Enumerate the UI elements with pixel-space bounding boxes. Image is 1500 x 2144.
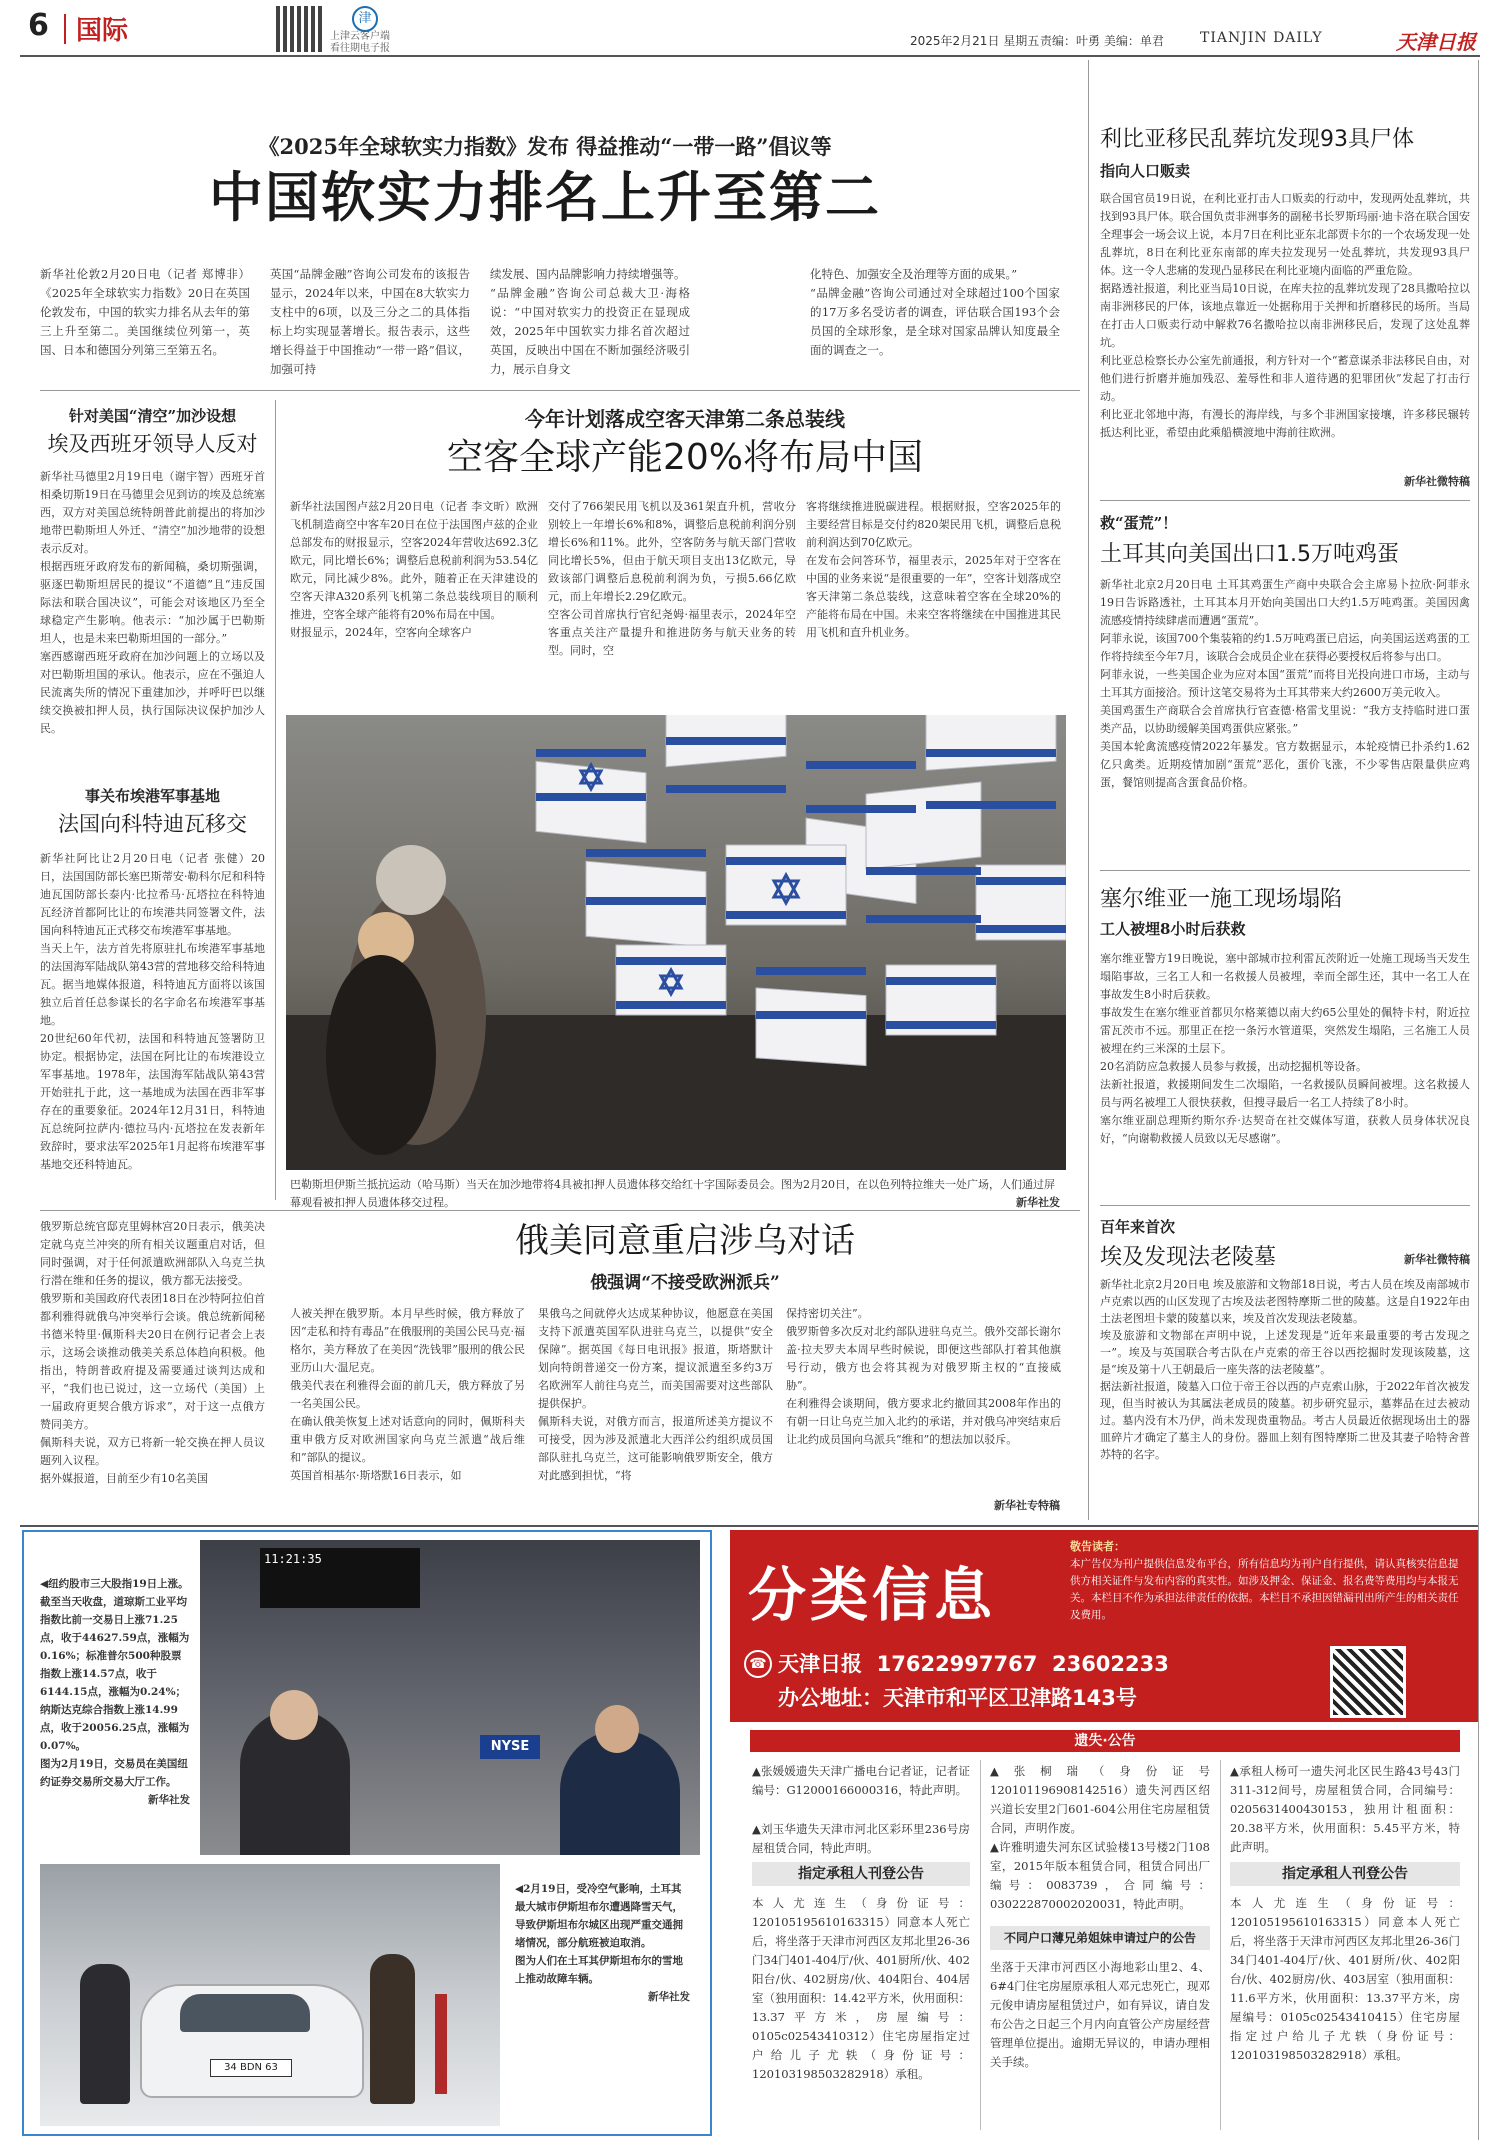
section-rule xyxy=(1100,1205,1470,1206)
classified-rule xyxy=(980,1760,981,2130)
classified-col1-c: 本人尤连生（身份证号：120105195610163315）同意本人死亡后，将坐落于天津市河西区友邦北里26-36门34门401-404厅/伙、401厨所/伙、402阳台/伙、402厨房/伙、404阳台、404居室（独用面积：14.42平方米，伙用面积：13.37平方米，房屋编号：0105c02543410312）住宅房屋指定过户给儿子尤轶（身份证号：120103198503282918）承租。 xyxy=(752,1896,970,2081)
snow-caption xyxy=(515,1880,690,2006)
trader-head xyxy=(595,1705,639,1753)
section-rule xyxy=(40,390,1080,391)
russia-col2: 人被关押在俄罗斯。本月早些时候，俄方释放了因“走私和持有毒品”在俄服刑的美国公民马克·福格尔，美方释放了在美因“洗钱罪”服刑的俄公民亚历山大·温尼克。 俄美代表在利雅得会面的前几天，俄方释放了另一名美国公民。 在确认俄美恢复上述对话意向的同时，佩斯科夫重申俄方反对欧洲国家向乌克兰派遣“战后维和”部队的提议。 英国首相基尔·斯塔默16日表示，如 xyxy=(290,1307,525,1482)
russia-title: 俄美同意重启涉乌对话 xyxy=(515,1221,855,1261)
plate-text: 34 BDN 63 xyxy=(224,2062,278,2073)
airbus-title: 空客全球产能20%将布局中国 xyxy=(446,437,924,478)
editors: 责编：叶勇 美编：单君 xyxy=(1040,34,1164,48)
russia-col4: 保持密切关注”。 俄罗斯曾多次反对北约部队进驻乌克兰。俄外交部长谢尔盖·拉夫罗夫本周早些时候说，即便这些部队打着其他旗号行动，俄方也会将其视为对俄罗斯主权的“直接威胁”。 在利雅得会谈期间，俄方要求北约撤回其2008年作出的有朝一日让乌克兰加入北约的承诺，并对俄乌冲突结束后让北约成员国向乌派兵“维和”的想法加以驳斥。 xyxy=(786,1307,1061,1446)
trader-head xyxy=(270,1690,318,1740)
section-rule xyxy=(1100,500,1470,501)
contact-bar xyxy=(730,1636,1478,1722)
issue-date: 2025年2月21日 星期五 xyxy=(910,34,1040,48)
libya-credit: 新华社微特稿 xyxy=(1404,475,1470,488)
page-number: 6 xyxy=(28,8,49,43)
column-rule xyxy=(1088,60,1089,1520)
column-rule xyxy=(1478,60,1479,2140)
classified-col3-label: 指定承租人刊登公告 xyxy=(1230,1862,1460,1886)
story1-body: 新华社马德里2月19日电（谢宇智）西班牙首相桑切斯19日在马德里会见到访的埃及总统塞西，双方对美国总统特朗普此前提出的将加沙地带巴勒斯坦人外迁、“清空”加沙地带的设想表示反对。 根据西班牙政府发布的新闻稿，桑切斯强调，驱逐巴勒斯坦居民的提议“不道德”且“违反国际法和联合国决议”，可能会对该地区乃至全球稳定产生影响。他表示：“加沙属于巴勒斯坦人，也是未来巴勒斯坦国的一部分。” 塞西感谢西班牙政府在加沙问题上的立场以及对巴勒斯坦国的承认。他表示，应在不强迫人民流离失所的情况下重建加沙，并呼吁巴以继续交换被扣押人员，执行国际决议保护加沙人民。 xyxy=(40,470,265,735)
classified-col2-c: 坐落于天津市河西区小海地彩山里2、4、6#4门住宅房屋原承租人邓元忠死亡，现邓元俊申请房屋租赁过户，如有异议，请自发布公告之日起三个月内向直管公产房屋经营管理单位提出。逾期无异议的，申请办理相关手续。 xyxy=(990,1960,1210,2069)
classified-col2-a: ▲张桐瑞（身份证号120101196908142516）遗失河西区绍兴道长安里2门601-604公用住宅房屋租赁合同，声明作废。 xyxy=(990,1764,1210,1835)
lead-col4: 化特色、加强安全及治理等方面的成果。” “品牌金融”咨询公司通过对全球超过100个国家的17万多名受访者的调查，评估联合国193个会员国的全球形象，是全球对国家品牌认知度最全面的调查之一。 xyxy=(810,267,1060,357)
classified-title: 分类信息 xyxy=(748,1561,997,1629)
classified-col3-c: 本人尤连生（身份证号：120105195610163315）同意本人死亡后，将坐落于天津市河西区友邦北里26-36门34门401-404厅/伙、401厨所/伙、402阳台/伙、402厨房/伙、403居室（独用面积：11.6平方米，伙用面积：13.37平方米，房屋编号：0105c02543410415）住宅房屋指定过户给儿子尤轶（身份证号：120103198503282918）承租。 xyxy=(1230,1896,1460,2062)
news-photo-snow xyxy=(40,1864,500,2126)
photo1-caption-text: 巴勒斯坦伊斯兰抵抗运动（哈马斯）当天在加沙地带将4具被扣押人员遗体移交给红十字国际委员会。图为2月20日，在以色列特拉维夫一处广场，人们通过屏幕观看被扣押人员遗体移交过程。 xyxy=(290,1178,1055,1209)
address-line: 办公地址：天津市和平区卫津路143号 xyxy=(778,1686,1137,1710)
news-photo-nyse xyxy=(200,1540,700,1855)
libya-subtitle: 指向人口贩卖 xyxy=(1100,162,1191,180)
lead-col3: 续发展、国内品牌影响力持续增强等。 “品牌金融”咨询公司总裁大卫·海格说：“中国对软实力的投资正在显现成效，2025年中国软实力排名首次超过英国，反映出中国在不断加强经济吸引力，展示自身文 xyxy=(490,267,690,376)
stocks-caption-text: ◀纽约股市三大股指19日上涨。截至当天收盘，道琼斯工业平均指数比前一交易日上涨71.25点，收于44627.59点，涨幅为0.16%；标准普尔500种股票指数上涨14.57点，收于6144.15点，涨幅为0.24%；纳斯达克综合指数上涨14.99点，收于20056.25点，涨幅为0.07%。 图为2月19日，交易员在美国纽约证券交易所交易大厅工作。 xyxy=(40,1578,190,1788)
airbus-col1: 新华社法国图卢兹2月20日电（记者 李文昕）欧洲飞机制造商空中客车20日在位于法国图卢兹的企业总部发布的财报显示，空客2024年营收达692.3亿欧元，同比增长6%；调整后息税前利润为53.54亿欧元，同比减少8%。此外，随着正在天津建设的空客天津A320系列飞机第二条总装线项目的顺利推进，空客全球产能将有20%布局在中国。 财报显示，2024年，空客向全球客户 xyxy=(290,500,538,639)
classified-rule xyxy=(1220,1760,1221,2130)
story1-title: 埃及西班牙领导人反对 xyxy=(47,432,258,456)
lead-col2: 英国“品牌金融”咨询公司发布的该报告显示，2024年以来，中国在8大软实力支柱中的6项，以及三分之二的具体指标上均实现显著增长。报告表示，这些增长得益于中国推动“一带一路”倡议，加强可持 xyxy=(270,267,470,376)
screen-time: 11:21:35 xyxy=(264,1552,322,1566)
russia-subtitle: 俄强调“不接受欧洲派兵” xyxy=(590,1273,780,1293)
flags-illustration xyxy=(286,715,1066,1170)
phone-line[interactable]: 天津日报 17622997767 23602233 xyxy=(778,1652,1169,1676)
classified-col2-label: 不同户口薄兄弟姐妹申请过户的公告 xyxy=(990,1926,1210,1950)
section-rule xyxy=(40,1210,1080,1211)
snow-credit: 新华社发 xyxy=(648,1991,690,2003)
nyse-sign xyxy=(480,1735,540,1759)
classified-col1-b: ▲刘玉华遗失天津市河北区彩环里236号房屋租赁合同，特此声明。 xyxy=(752,1822,970,1855)
bollard xyxy=(435,1994,447,2094)
classified-col1-label: 指定承租人刊登公告 xyxy=(752,1862,970,1886)
nyse-screen xyxy=(260,1548,420,1608)
notice-text: 本广告仅为刊户提供信息发布平台，所有信息均为刊户自行提供，请认真核实信息提供方相关证件与发布内容的真实性。如涉及押金、保证金、报名费等费用均与本报无关。本栏目不作为承担法律责任的依据。本栏目不承担因错漏刊出所产生的相关责任及费用。 xyxy=(1070,1558,1459,1621)
person-figure xyxy=(80,1964,130,2104)
story2-body: 新华社阿比让2月20日电（记者 张健）20日，法国国防部长塞巴斯蒂安·勒科尔尼和科特迪瓦国防部长泰内·比拉希马·瓦塔拉在科特迪瓦经济首都阿比让的布埃港共同签署文件，法国向科特迪瓦正式移交布埃港军事基地。 当天上午，法方首先将原驻扎布埃港军事基地的法国海军陆战队第43营的营地移交给科特迪瓦。据当地媒体报道，科特迪瓦方面将以该国独立后首任总参谋长的名字命名布埃港军事基地。 20世纪60年代初，法国和科特迪瓦签署防卫协定。根据协定，法国在阿比让的布埃港设立军事基地。1978年，法国海军陆战队第43营开始驻扎于此，这一基地成为法国在西非军事存在的重要象征。2024年12月31日，科特迪瓦总统阿拉萨内·德拉马内·瓦塔拉在发表新年致辞时，要求法军2025年1月起将布埃港军事基地交还科特迪瓦。 xyxy=(40,852,265,1171)
serbia-subtitle: 工人被埋8小时后获救 xyxy=(1100,920,1246,938)
libya-body: 联合国官员19日说，在利比亚打击人口贩卖的行动中，发现两处乱葬坑，共找到93具尸体。联合国负责非洲事务的副秘书长罗斯玛丽·迪卡洛在联合国安全理事会一场会议上说，本月7日在利比亚东北部贾卡尔的一个农场发现一处乱葬坑，8日在利比亚东南部的库夫拉发现另一处乱葬坑，共发现93具尸体。这一令人悲痛的发现凸显移民在利比亚境内面临的严重危险。 据路透社报道，利比亚当局10日说，在库夫拉的乱葬坑发现了28具撒哈拉以南非洲移民的尸体，该地点靠近一处据称用于关押和折磨移民的场所。当局在打击人口贩卖行动中解救76名撒哈拉以南非洲移民后，发现了这处乱葬坑。 利比亚总检察长办公室先前通报，利方针对一个“蓄意谋杀非法移民自由，对他们进行折磨并施加残忍、羞辱性和非人道待遇的犯罪团伙”发起了打击行动。 利比亚北邻地中海，有漫长的海岸线，与多个非洲国家接壤，许多移民辗转抵达利比亚，希望由此乘船横渡地中海前往欧洲。 xyxy=(1100,192,1470,439)
section-name: 国际 xyxy=(76,16,129,46)
classified-col1-a: ▲张媛媛遗失天津广播电台记者证，记者证编号：G12000166000316，特此声明。 xyxy=(752,1764,970,1797)
libya-title: 利比亚移民乱葬坑发现93具尸体 xyxy=(1100,127,1414,152)
russia-col1: 俄罗斯总统官邸克里姆林宫20日表示，俄美决定就乌克兰冲突的所有相关议题重启对话，但同时强调，对于任何派遣欧洲部队入乌克兰执行潜在维和任务的提议，俄方都无法接受。 俄罗斯和美国政府代表团18日在沙特阿拉伯首都利雅得就俄乌冲突举行会谈。俄总统新闻秘书德米特里·佩斯科夫20日在例行记者会上表示，这场会谈推动俄美关系总体趋向积极。他指出，特朗普政府提及需要通过谈判达成和平，“我们也已说过，这一立场代（美国）上一届政府更契合俄方诉求”，对于这一点俄方赞同美方。 佩斯科夫说，双方已将新一轮交换在押人员议题列入议程。 据外媒报道，目前至少有10名美国 xyxy=(40,1220,265,1485)
russia-col3: 果俄乌之间就停火达成某种协议，他愿意在美国支持下派遣英国军队进驻乌克兰，以提供“安全保障”。据英国《每日电讯报》报道，斯塔默计划向特朗普递交一份方案，提议派遣至多约3万名欧洲军人前往乌克兰，而美国需要对这些部队提供保护。 佩斯科夫说，对俄方而言，报道所述美方提议不可接受，因为涉及派遣北大西洋公约组织成员国部队驻扎乌克兰，这可能影响俄罗斯安全，俄方对此感到担忧，“将 xyxy=(538,1307,773,1482)
app-caption-line2: 看往期电子报 xyxy=(330,43,390,54)
masthead-cn: 天津日报 xyxy=(1396,30,1476,54)
lead-kicker: 《2025年全球软实力指数》发布 得益推动“一带一路”倡议等 xyxy=(258,134,832,159)
lead-title: 中国软实力排名上升至第二 xyxy=(209,166,881,229)
lead-col1: 新华社伦敦2月20日电（记者 郑博非）《2025年全球软实力指数》20日在英国伦敦发布，中国的软实力排名从去年的第三上升至第二。美国继续位列第一，英国、日本和德国分列第三至第五名。 xyxy=(40,267,250,357)
notice-title: 敬告读者： xyxy=(1070,1540,1125,1553)
egg-kicker: 救“蛋荒”！ xyxy=(1100,514,1178,532)
masthead-en: TIANJIN DAILY xyxy=(1200,30,1323,46)
serbia-title: 塞尔维亚一施工现场塌陷 xyxy=(1100,887,1343,912)
news-photo-flags xyxy=(286,715,1066,1170)
phone-icon: ☎ xyxy=(744,1650,772,1678)
photo1-credit: 新华社发 xyxy=(1016,1196,1060,1209)
airbus-kicker: 今年计划落成空客天津第二条总装线 xyxy=(525,407,845,431)
classified-col3-a: ▲承租人杨可一遗失河北区民生路43号43门311-312间号，房屋租赁合同，合同编号：0205631400430153，独用计租面积：20.38平方米，伙用面积：5.45平方米，特此声明。 xyxy=(1230,1764,1460,1854)
app-caption xyxy=(330,31,390,55)
tomb-title: 埃及发现法老陵墓 xyxy=(1100,1245,1277,1270)
story2-title: 法国向科特迪瓦移交 xyxy=(58,812,247,836)
tomb-body: 新华社北京2月20日电 埃及旅游和文物部18日说，考古人员在埃及南部城市卢克索以西的山区发现了古埃及法老图特摩斯二世的陵墓。这是自1922年由土法老图坦卡蒙的陵墓以来，埃及首次发现法老陵墓。 埃及旅游和文物部在声明中说，上述发现是“近年来最重要的考古发现之一”。埃及与英国联合考古队在卢克索的帝王谷以西挖掘时发现该陵墓，这是“埃及第十八王朝最后一座失落的法老陵墓”。 据法新社报道，陵墓入口位于帝王谷以西的卢克索山脉，于2022年首次被发现，但当时被认为其属法老成员的陵墓。初步研究显示，墓葬品在过去被动过。墓内没有木乃伊，尚未发现贵重物品。考古人员最近依据现场出土的器皿碎片才确定了墓主人的身份。器皿上刻有图特摩斯二世及其妻子哈特舍普苏特的名字。 xyxy=(1100,1278,1470,1461)
story2-kicker: 事关布埃港军事基地 xyxy=(84,787,220,805)
lost-section-title: 遗失·公告 xyxy=(1074,1733,1136,1749)
egg-body: 新华社北京2月20日电 土耳其鸡蛋生产商中央联合会主席易卜拉欣·阿菲永19日告诉路透社，土耳其本月开始向美国出口大约1.5万吨鸡蛋。美国因禽流感疫情持续肆虐而遭遇“蛋荒”。 阿菲永说，该国700个集装箱的约1.5万吨鸡蛋已启运，向美国运送鸡蛋的工作将持续至今年7月，该联合会成员企业在获得必要授权后将参与出口。 阿菲永说，一些美国企业为应对本国“蛋荒”而将目光投向进口市场，主动与土耳其方面接洽。预计这笔交易将为土耳其带来大约2600万美元收入。 美国鸡蛋生产商联合会首席执行官查德·格雷戈里说：“我方支持临时进口蛋类产品，以协助缓解美国鸡蛋供应紧张。” 美国本轮禽流感疫情2022年暴发。官方数据显示，本轮疫情已扑杀约1.62亿只禽类。近期疫情加剧“蛋荒”恶化，蛋价飞涨，不少零售店限量供应鸡蛋，餐馆则提高含蛋食品价格。 xyxy=(1100,578,1470,789)
classified-col2-b: ▲许雅明遗失河东区试验楼13号楼2门108室，2015年版本租赁合同，租赁合同出厂编号：0083739，合同编号：030222870002020031，特此声明。 xyxy=(990,1840,1210,1911)
app-caption-line1: 上津云客户端 xyxy=(330,31,390,42)
app-logo-icon: 津 xyxy=(352,6,378,32)
lost-section-header xyxy=(750,1730,1460,1752)
snow-caption-text: ◀2月19日，受冷空气影响，土耳其最大城市伊斯坦布尔遭遇降雪天气，导致伊斯坦布尔城区出现严重交通拥堵情况，部分航班被迫取消。 图为人们在土耳其伊斯坦布尔的雪地上推动故障车辆。 xyxy=(515,1883,683,1985)
license-plate xyxy=(210,2059,292,2077)
car-window xyxy=(180,1994,310,2032)
tomb-kicker: 百年来首次 xyxy=(1100,1218,1176,1236)
qr-code-icon[interactable] xyxy=(276,6,322,52)
story1-kicker: 针对美国“清空”加沙设想 xyxy=(68,407,237,425)
nyse-label: NYSE xyxy=(490,1739,530,1754)
serbia-body: 塞尔维亚警方19日晚说，塞中部城市拉利雷瓦茨附近一处施工现场当天发生塌陷事故，三名工人和一名救援人员被埋，幸而全部生还，其中一名工人在事故发生8小时后获救。 事故发生在塞尔维亚首都贝尔格莱德以南大约65公里处的佩特卡村，附近拉雷瓦茨市不远。那里正在挖一条污水管道渠，突然发生塌陷，三名施工人员被埋在约三米深的土层下。 20名消防应急救援人员参与救援，出动挖掘机等设备。 法新社报道，救援期间发生二次塌陷，一名救援队员瞬间被埋。这名救援人员与两名被埋工人很快获救，但搜寻最后一名工人持续了8小时。 塞尔维亚副总理斯约斯尔乔·达契奇在社交媒体写道，获救人员身体状况良好，“向谢勒救援人员致以无尽感谢”。 xyxy=(1100,952,1470,1145)
qr-code-icon[interactable] xyxy=(1330,1646,1406,1718)
photo1-caption xyxy=(290,1176,1060,1212)
airbus-col2: 交付了766架民用飞机以及361架直升机，营收分别较上一年增长6%和8%，调整后息税前利润分别增长6%和11%。此外，空客防务与航天部门营收同比增长5%，但由于航天项目支出13亿欧元，导致该部门调整后息税前利润为负，亏损5.66亿欧元，而上年增长2.29亿欧元。 空客公司首席执行官纪尧姆·福里表示，2024年空客重点关注产量提升和推进防务与航天业务的转型。同时，空 xyxy=(548,500,796,657)
stocks-credit: 新华社发 xyxy=(148,1794,190,1806)
header-divider xyxy=(64,14,66,44)
section-rule xyxy=(1100,870,1470,871)
section-rule xyxy=(20,1525,1478,1527)
person-figure xyxy=(370,1954,415,2104)
serbia-credit: 新华社微特稿 xyxy=(1404,1253,1470,1266)
egg-title: 土耳其向美国出口1.5万吨鸡蛋 xyxy=(1100,542,1399,567)
classified-banner xyxy=(730,1530,1478,1636)
russia-credit: 新华社专特稿 xyxy=(994,1499,1060,1512)
stocks-caption xyxy=(40,1575,190,1809)
page-header xyxy=(0,0,1500,55)
header-rule xyxy=(20,55,1480,57)
airbus-col3: 客将继续推进脱碳进程。根据财报，空客2025年的主要经营目标是交付约820架民用飞机，调整后息税前利润达到70亿欧元。 在发布会问答环节，福里表示，2025年对于空客在中国的业务来说“是很重要的一年”，空客计划落成空客天津第二条总装线，这意味着空客在全球20%的产能将布局在中国。未来空客将继续在中国推进其民用飞机和直升机业务。 xyxy=(806,500,1061,639)
section-rule xyxy=(275,400,276,1200)
